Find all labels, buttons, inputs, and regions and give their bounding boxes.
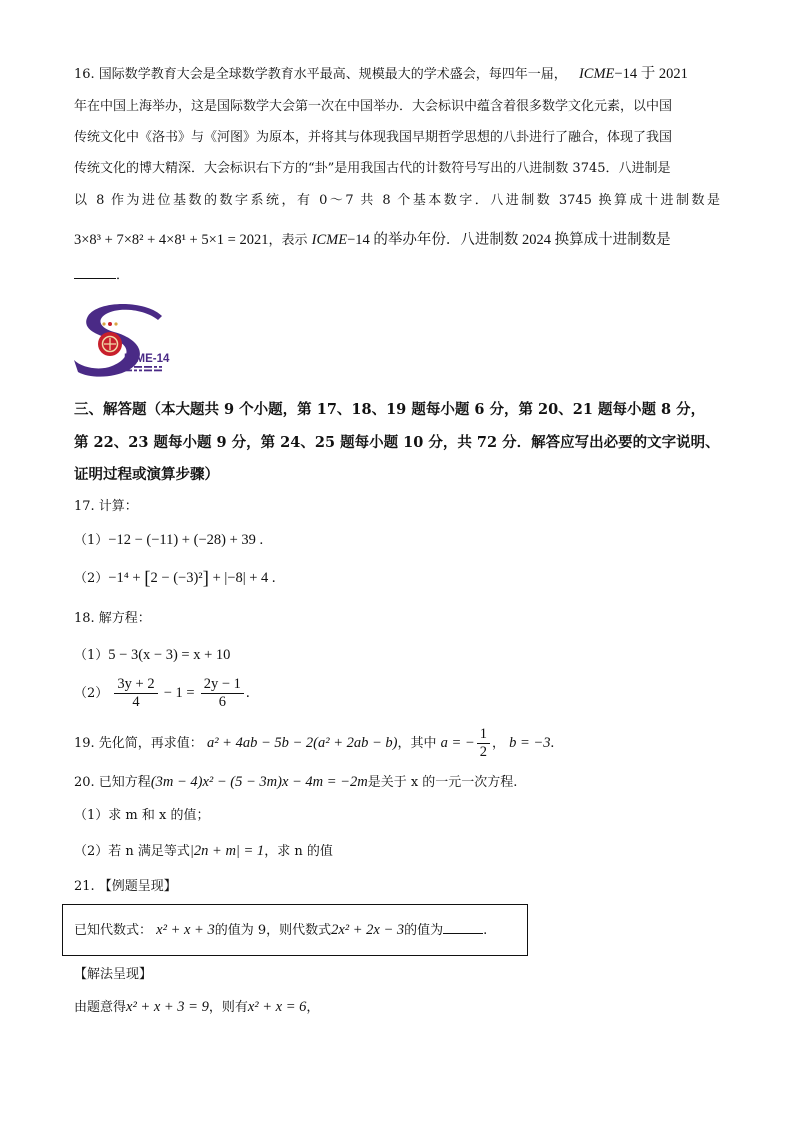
q20-line — [74, 772, 517, 793]
part-label: （1） — [74, 533, 109, 548]
numerator: 1 — [477, 726, 490, 744]
logo-text: ICME-14 — [124, 353, 170, 365]
fraction — [201, 676, 244, 711]
q17-expression-1: −12 − (−11) + (−28) + 39 . — [108, 532, 264, 548]
q21-method-heading: 【解法呈现】 — [74, 967, 153, 982]
denominator: 2 — [479, 744, 487, 760]
q16-text: −14 的举办年份．八进制数 2024 换算成十进制数是 — [347, 232, 671, 248]
q19-text: ， — [491, 736, 505, 751]
q21-expression-1: x² + x + 3 — [156, 922, 215, 938]
q17-part-2: （2）−1⁴ + [2 − (−3)²] + |−8| + 4 . — [74, 568, 276, 589]
q16-text: ，表示 — [268, 233, 308, 248]
q19-period: . — [550, 735, 555, 751]
octal-conversion-formula: 3×8³ + 7×8² + 4×8¹ + 5×1 = 2021 — [74, 232, 269, 248]
q21-text: 由题意得 — [74, 1000, 127, 1015]
answer-blank[interactable] — [443, 921, 483, 934]
part-label: （1） — [74, 648, 109, 663]
q16-line-7 — [74, 266, 129, 286]
part-label: （2） — [74, 571, 109, 586]
q19-line — [74, 726, 554, 761]
q21-solution-expression-1: x² + x + 3 = 9 — [126, 999, 209, 1015]
q18-equation-1: 5 − 3(x − 3) = x + 10 — [108, 647, 231, 663]
answer-blank[interactable] — [74, 266, 116, 279]
q20-text: 是关于 x 的一元一次方程. — [367, 775, 518, 790]
q16-line-4: 传统文化的博大精深．大会标识右下方的“卦”是用我国古代的计数符号写出的八进制数 3745．八进制是 — [74, 161, 671, 176]
q21-text: 的值为 — [404, 923, 444, 938]
q18-part-1 — [74, 645, 230, 666]
icme-math: ICME — [311, 232, 348, 248]
q18-title: 18. 解方程： — [74, 611, 151, 626]
q18-part-2 — [74, 676, 250, 711]
q21-text: ， — [306, 1000, 320, 1015]
section-3-heading-line-2: 第 22、23 题每小题 9 分，第 24、25 题每小题 10 分，共 72 分．解答应写出必要的文字说明、 — [74, 434, 720, 451]
q20-text: 20. 已知方程 — [74, 775, 151, 790]
q19-expression: a² + 4ab − 5b − 2(a² + 2ab − b) — [206, 735, 398, 751]
section-3-heading-line-3: 证明过程或演算步骤） — [74, 466, 219, 483]
q21-text: ，则有 — [208, 1000, 248, 1015]
q20-part-1: （1）求 m 和 x 的值； — [74, 808, 210, 823]
q21-box-text — [74, 920, 487, 941]
q19-value-a: a = − — [440, 735, 475, 751]
q20-condition: |2n + m| = 1 — [189, 843, 265, 859]
part-label: （2） — [74, 686, 109, 701]
numerator: 3y + 2 — [114, 676, 157, 694]
denominator: 6 — [218, 694, 226, 710]
q21-expression-2: 2x² + 2x − 3 — [331, 922, 405, 938]
q21-solution-line — [74, 997, 319, 1018]
q16-line-2: 年在中国上海举办，这是国际数学大会第一次在中国举办．大会标识中蕴含着很多数学文化元素，以中国 — [74, 99, 673, 114]
q17-title: 17. 计算： — [74, 499, 138, 514]
q21-text: 已知代数式： — [74, 923, 153, 938]
q19-text: ，其中 — [397, 736, 437, 751]
q20-part-2 — [74, 841, 333, 862]
q16-period: ． — [116, 268, 130, 283]
q16-line-6 — [74, 230, 671, 251]
q18-period: . — [245, 685, 250, 701]
section-3-heading-line-1: 三、解答题（本大题共 9 个小题，第 17、18、19 题每小题 6 分，第 20、21 题每小题 8 分， — [74, 401, 706, 418]
numerator: 2y − 1 — [201, 676, 244, 694]
denominator: 4 — [132, 694, 140, 710]
q16-line-1 — [74, 64, 688, 85]
q21-title: 21. 【例题呈现】 — [74, 879, 177, 894]
q21-solution-expression-2: x² + x = 6 — [247, 999, 307, 1015]
q17-expression-2b: 2 − (−3)² — [150, 570, 203, 586]
q20-text: （2）若 n 满足等式 — [74, 844, 190, 859]
q16-line-3: 传统文化中《洛书》与《河图》为原本，并将其与体现我国早期哲学思想的八卦进行了融合，体现了我国 — [74, 130, 673, 145]
q16-text: 16. 国际数学教育大会是全球数学教育水平最高、规模最大的学术盛会，每四年一届， — [74, 67, 567, 82]
q20-text: ，求 n 的值 — [264, 844, 333, 859]
q19-text: 19. 先化简，再求值： — [74, 736, 203, 751]
q21-text: 的值为 9，则代数式 — [214, 923, 332, 938]
icme-14-logo — [70, 302, 170, 378]
fraction — [477, 726, 490, 761]
fraction — [114, 676, 157, 711]
q17-expression-2c: + |−8| + 4 . — [208, 570, 276, 586]
q17-expression-2a: −1⁴ + — [108, 570, 145, 586]
icme-math: ICME — [578, 66, 615, 82]
q17-part-1 — [74, 530, 263, 551]
q21-period: . — [483, 923, 488, 938]
q20-equation: (3m − 4)x² − (5 − 3m)x − 4m = −2m — [150, 774, 368, 790]
q18-operator: − 1 = — [163, 685, 195, 701]
q19-value-b: b = −3 — [509, 735, 551, 751]
q16-line-5: 以 8 作为进位基数的数字系统，有 0～7 共 8 个基本数字．八进制数 3745 换算成十进制数是 — [74, 193, 720, 208]
q16-text: −14 于 2021 — [614, 66, 688, 82]
